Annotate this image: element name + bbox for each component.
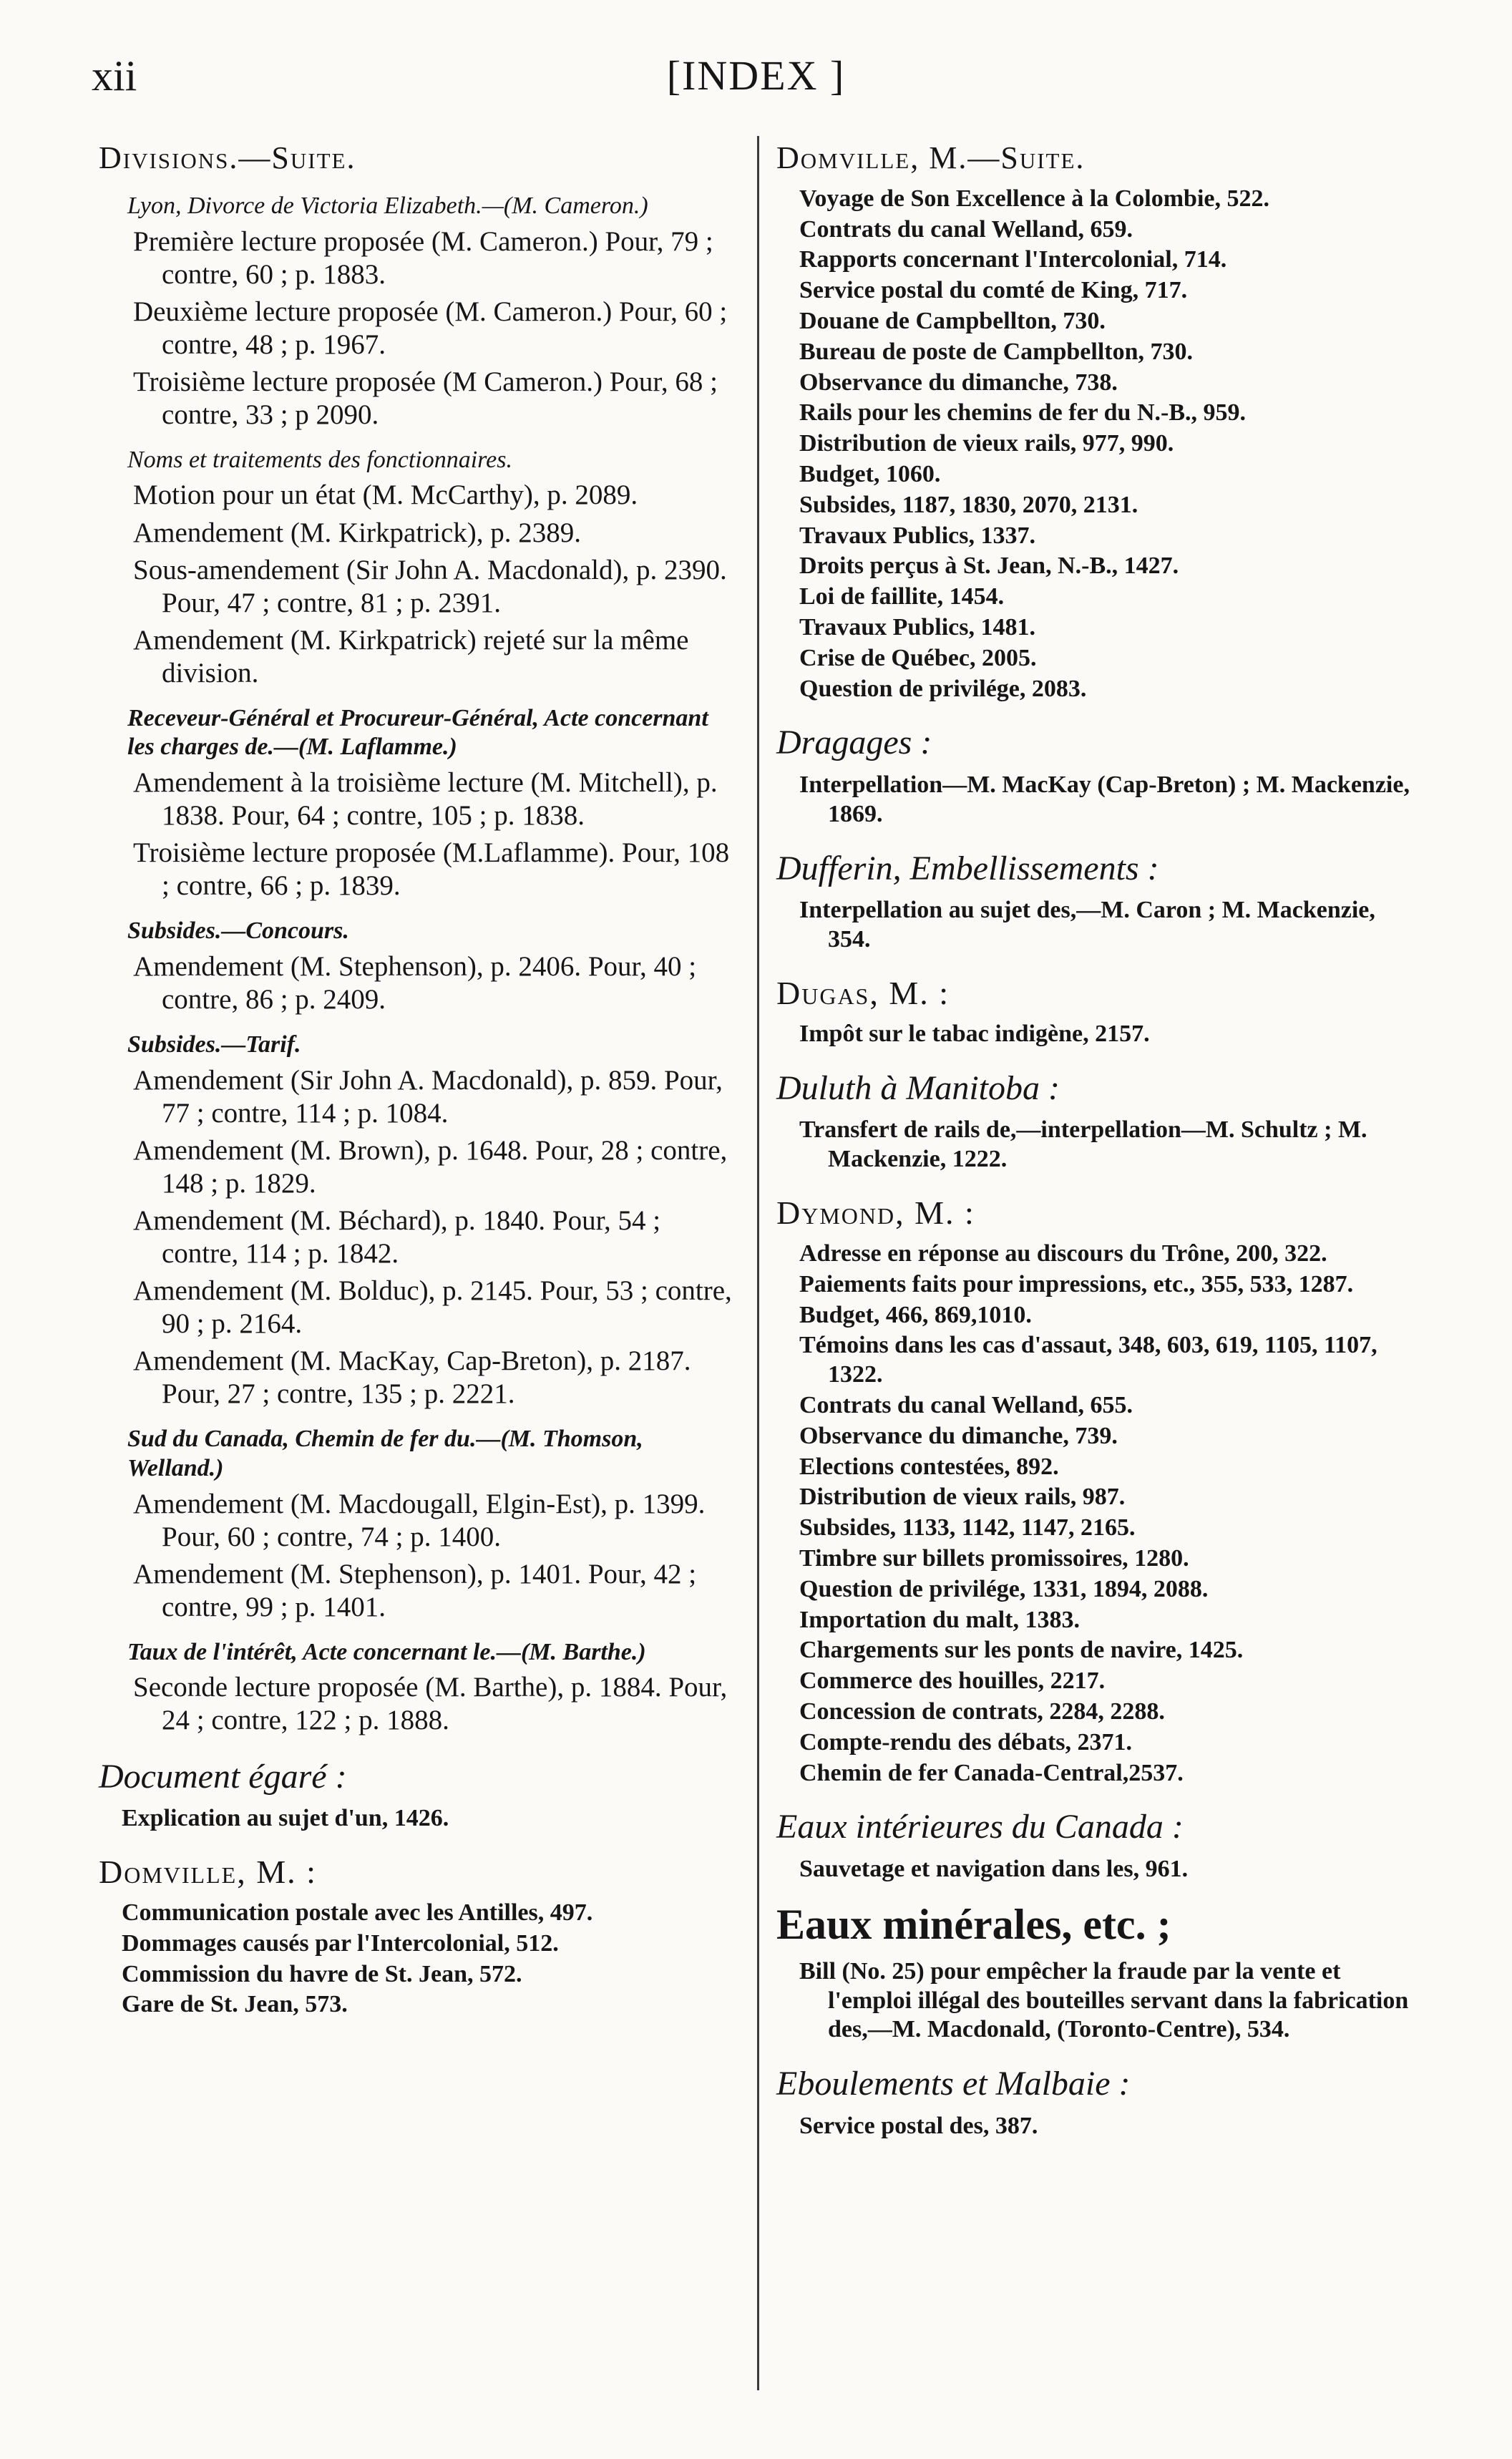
- subsection-title: Sud du Canada, Chemin de fer du.—(M. Thomson, Welland.): [127, 1426, 643, 1481]
- section-heading: Eaux intérieures du Canada :: [776, 1808, 1184, 1846]
- index-entry: Amendement (M. Kirkpatrick) rejeté sur la même division.: [133, 624, 689, 688]
- index-entry: Bureau de poste de Campbellton, 730.: [799, 338, 1194, 365]
- entry-list: [99, 1804, 739, 1834]
- index-entry: Sauvetage et navigation dans les, 961.: [799, 1856, 1189, 1883]
- page-number: xii: [92, 52, 137, 99]
- index-entry: Budget, 466, 869,1010.: [799, 1301, 1032, 1328]
- index-entry: Subsides, 1133, 1142, 1147, 2165.: [799, 1514, 1136, 1542]
- subsection-title: Subsides.—Concours.: [127, 917, 349, 945]
- index-entry: Loi de faillite, 1454.: [799, 583, 1005, 610]
- index-entry: Douane de Campbellton, 730.: [799, 307, 1106, 334]
- index-entry: Rails pour les chemins de fer du N.-B., 959.: [799, 399, 1247, 427]
- entry-list: [776, 896, 1420, 955]
- index-entry: Timbre sur billets promissoires, 1280.: [799, 1545, 1189, 1572]
- index-entry: Amendement (Sir John A. Macdonald), p. 859. Pour, 77 ; contre, 114 ; p. 1084.: [133, 1064, 723, 1129]
- index-entry: Service postal du comté de King, 717.: [799, 277, 1188, 304]
- section-heading: Eaux minérales, etc. ;: [776, 1900, 1171, 1948]
- index-entry: Droits perçus à St. Jean, N.-B., 1427.: [799, 552, 1179, 580]
- index-entry: Communication postale avec les Antilles, 497.: [122, 1899, 593, 1927]
- entry-list: [776, 1957, 1420, 2045]
- index-entry: Amendement (M. Béchard), p. 1840. Pour, 54 ; contre, 114 ; p. 1842.: [133, 1204, 661, 1269]
- index-entry: Amendement (M. Stephenson), p. 2406. Pour, 40 ; contre, 86 ; p. 2409.: [133, 951, 697, 1016]
- index-entry: Amendement (M. Bolduc), p. 2145. Pour, 53 ; contre, 90 ; p. 2164.: [133, 1275, 732, 1339]
- index-entry: Question de privilége, 2083.: [799, 675, 1087, 702]
- section-heading: Domville, M. :: [99, 1853, 317, 1890]
- index-entry: Interpellation au sujet des,—M. Caron ; M. Mackenzie, 354.: [799, 897, 1375, 953]
- section-heading: Divisions.—Suite.: [99, 140, 356, 175]
- index-entry: Adresse en réponse au discours du Trône, 200, 322.: [799, 1240, 1327, 1267]
- entry-list: [776, 1240, 1420, 1788]
- index-entry: Contrats du canal Welland, 655.: [799, 1392, 1133, 1419]
- index-entry: Témoins dans les cas d'assaut, 348, 603, 619, 1105, 1107, 1322.: [799, 1332, 1377, 1388]
- index-entry: Amendement (M. Brown), p. 1648. Pour, 28 ; contre, 148 ; p. 1829.: [133, 1134, 728, 1199]
- index-entry: Amendement à la troisième lecture (M. Mitchell), p. 1838. Pour, 64 ; contre, 105 ; p. 1838.: [133, 767, 718, 832]
- index-entry: Voyage de Son Excellence à la Colombie, 522.: [799, 185, 1269, 212]
- index-entry: Elections contestées, 892.: [799, 1453, 1059, 1480]
- index-entry: Paiements faits pour impressions, etc., 355, 533, 1287.: [799, 1270, 1354, 1297]
- index-entry: Distribution de vieux rails, 987.: [799, 1484, 1126, 1511]
- column-divider: [757, 136, 759, 2390]
- index-entry: Sous-amendement (Sir John A. Macdonald), p. 2390. Pour, 47 ; contre, 81 ; p. 2391.: [133, 554, 727, 618]
- left-column: [99, 140, 739, 2034]
- section-heading: Dragages :: [776, 724, 932, 762]
- subsection-title: Receveur-Général et Procureur-Général, Acte concernant les charges de.—(M. Laflamme.): [127, 704, 708, 761]
- section-heading: Duluth à Manitoba :: [776, 1068, 1060, 1107]
- index-entry: Motion pour un état (M. McCarthy), p. 2089.: [133, 479, 638, 511]
- index-entry: Impôt sur le tabac indigène, 2157.: [799, 1020, 1150, 1047]
- index-entry: Budget, 1060.: [799, 460, 941, 487]
- index-entry: Transfert de rails de,—interpellation—M. Schultz ; M. Mackenzie, 1222.: [799, 1116, 1367, 1173]
- entry-list: [776, 771, 1420, 829]
- index-entry: Amendement (M. Kirkpatrick), p. 2389.: [133, 517, 582, 548]
- index-entry: Explication au sujet d'un, 1426.: [122, 1805, 449, 1832]
- index-entry: Amendement (M. MacKay, Cap-Breton), p. 2187. Pour, 27 ; contre, 135 ; p. 2221.: [133, 1345, 691, 1409]
- index-entry: Travaux Publics, 1337.: [799, 522, 1035, 549]
- entry-list: [776, 2112, 1420, 2141]
- index-entry: Rapports concernant l'Intercolonial, 714.: [799, 246, 1227, 273]
- section-heading: Dufferin, Embellissements :: [776, 849, 1159, 887]
- index-entry: Troisième lecture proposée (M.Laflamme). Pour, 108 ; contre, 66 ; p. 1839.: [133, 837, 730, 902]
- entry-list: [776, 1116, 1420, 1174]
- index-entry: Travaux Publics, 1481.: [799, 613, 1035, 641]
- section-heading: Eboulements et Malbaie :: [776, 2065, 1131, 2103]
- right-column: [776, 140, 1420, 2156]
- page-header: [0, 52, 1512, 116]
- index-entry: Troisième lecture proposée (M Cameron.) Pour, 68 ; contre, 33 ; p 2090.: [133, 366, 718, 430]
- index-entry: Dommages causés par l'Intercolonial, 512.: [122, 1929, 559, 1957]
- index-entry: Seconde lecture proposée (M. Barthe), p. 1884. Pour, 24 ; contre, 122 ; p. 1888.: [133, 1672, 728, 1736]
- entry-list: [776, 1020, 1420, 1049]
- index-entry: Interpellation—M. MacKay (Cap-Breton) ; M. Mackenzie, 1869.: [799, 771, 1410, 827]
- index-entry: Concession de contrats, 2284, 2288.: [799, 1698, 1165, 1725]
- index-entry: Observance du dimanche, 738.: [799, 369, 1118, 396]
- index-entry: Gare de St. Jean, 573.: [122, 1991, 348, 2018]
- index-entry: Question de privilége, 1331, 1894, 2088.: [799, 1575, 1209, 1602]
- index-entry: Amendement (M. Stephenson), p. 1401. Pour, 42 ; contre, 99 ; p. 1401.: [133, 1558, 697, 1622]
- index-entry: Compte-rendu des débats, 2371.: [799, 1728, 1133, 1756]
- index-entry: Service postal des, 387.: [799, 2112, 1038, 2139]
- index-entry: Commission du havre de St. Jean, 572.: [122, 1960, 522, 1987]
- section-heading: Domville, M.—Suite.: [776, 140, 1086, 175]
- index-entry: Chemin de fer Canada-Central,2537.: [799, 1759, 1184, 1786]
- entry-list: [776, 1855, 1420, 1884]
- index-entry: Observance du dimanche, 739.: [799, 1422, 1118, 1449]
- index-entry: Commerce des houilles, 2217.: [799, 1667, 1106, 1695]
- subsection-title: Noms et traitements des fonctionnaires.: [127, 446, 512, 473]
- subsection-title: Lyon, Divorce de Victoria Elizabeth.—(M. Cameron.): [127, 192, 648, 219]
- index-entry: Bill (No. 25) pour empêcher la fraude par la vente et l'emploi illégal des bouteilles servant dans la fabrication des,—M. Macdonald, (Toronto-Centre), 534.: [799, 1957, 1409, 2043]
- running-title: [INDEX ]: [666, 52, 846, 99]
- entry-list: [776, 185, 1420, 704]
- index-entry: Subsides, 1187, 1830, 2070, 2131.: [799, 491, 1138, 518]
- index-entry: Amendement (M. Macdougall, Elgin-Est), p. 1399. Pour, 60 ; contre, 74 ; p. 1400.: [133, 1488, 706, 1552]
- index-entry: Deuxième lecture proposée (M. Cameron.) Pour, 60 ; contre, 48 ; p. 1967.: [133, 296, 728, 360]
- index-entry: Crise de Québec, 2005.: [799, 644, 1037, 671]
- section-heading: Dugas, M. :: [776, 974, 950, 1011]
- index-entry: Chargements sur les ponts de navire, 1425.: [799, 1637, 1244, 1664]
- subsection-title: Taux de l'intérêt, Acte concernant le.—(M. Barthe.): [127, 1638, 646, 1665]
- index-entry: Première lecture proposée (M. Cameron.) Pour, 79 ; contre, 60 ; p. 1883.: [133, 225, 713, 290]
- section-heading: Dymond, M. :: [776, 1194, 975, 1231]
- section-heading: Document égaré :: [99, 1757, 347, 1796]
- index-entry: Importation du malt, 1383.: [799, 1606, 1080, 1633]
- subsection-title: Subsides.—Tarif.: [127, 1031, 301, 1058]
- index-entry: Distribution de vieux rails, 977, 990.: [799, 430, 1174, 457]
- index-entry: Contrats du canal Welland, 659.: [799, 215, 1133, 243]
- entry-list: [99, 1899, 739, 2020]
